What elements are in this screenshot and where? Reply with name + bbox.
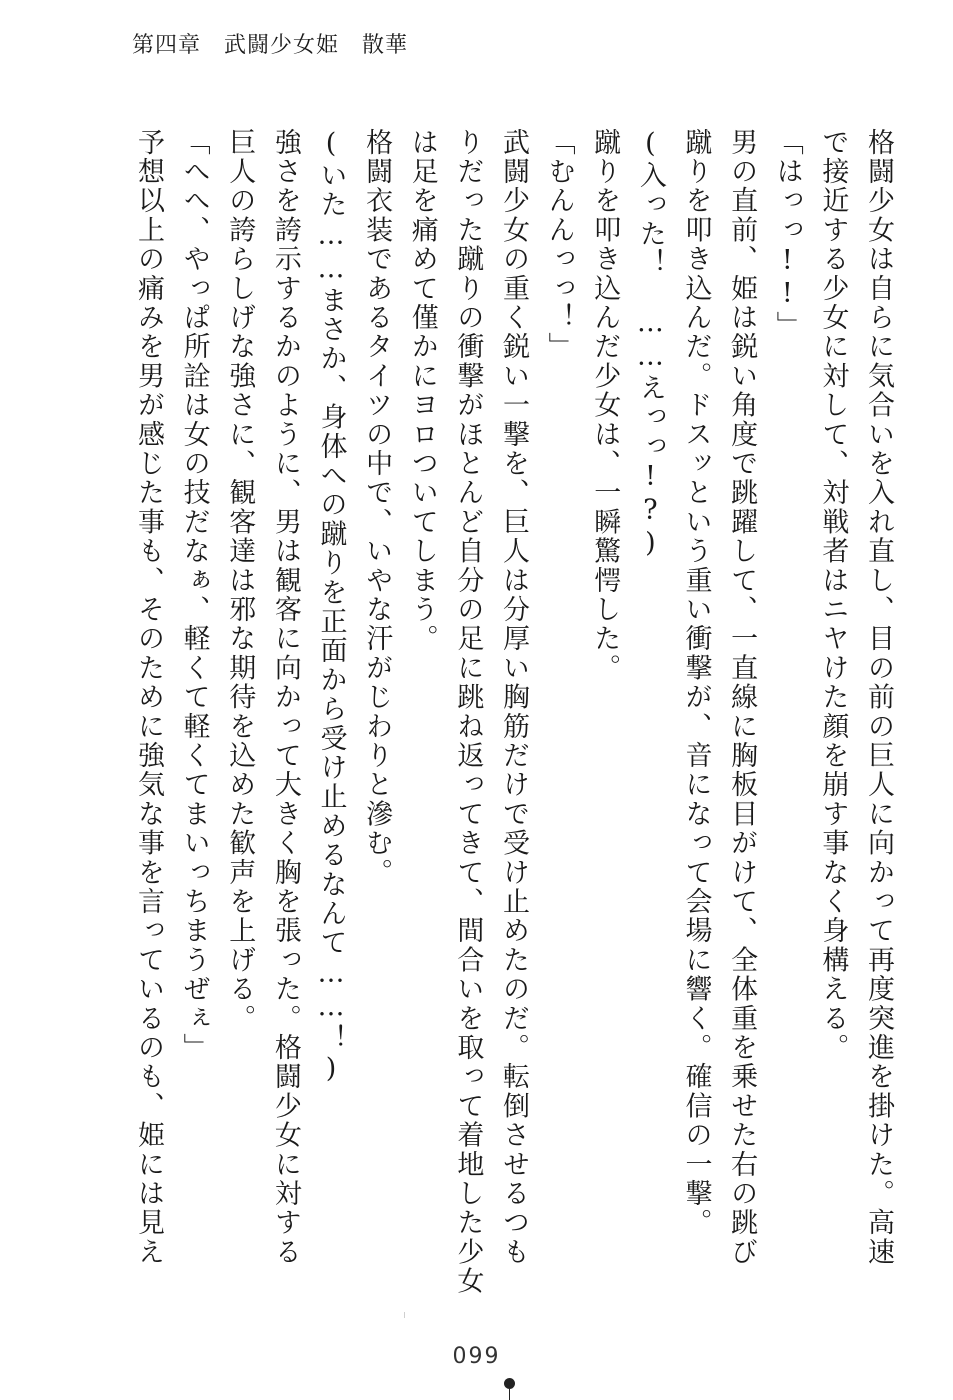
text-column: 「はっっ!!」 (771, 128, 803, 341)
text-column: 格闘少女は自らに気合いを入れ直し、目の前の巨人に向かって再度突進を掛けた。高速 (863, 128, 894, 1267)
text-column: (いた……まさか、身体への蹴りを正面から受け止めるなんて……！) (315, 128, 347, 1087)
text-column: 蹴りを叩き込んだ少女は、一瞬驚愕した。 (589, 128, 621, 683)
text-column: (入った！ ……えっっ!?) (634, 128, 666, 561)
text-column: 「へへ、やっぱ所詮は女の技だなぁ、軽くて軽くてまいっちまうぜぇ」 (178, 128, 210, 1063)
text-column: りだった蹴りの衝撃がほとんど自分の足に跳ね返ってきて、間合いを取って着地した少女 (452, 128, 484, 1296)
text-column: は足を痛めて僅かにヨロついてしまう。 (406, 128, 438, 654)
bottom-tick-mark (509, 1389, 510, 1400)
text-column: 「むんんっっ！」 (543, 128, 575, 362)
running-header: 第四章 武闘少女姫 散華 (132, 33, 409, 58)
text-column: 予想以上の痛みを男が感じた事も、そのために強気な事を言っているのも、姫には見え (133, 128, 164, 1267)
text-column: 強さを誇示するかのように、男は観客に向かって大きく胸を張った。格闘少女に対する (269, 128, 301, 1267)
text-column: で接近する少女に対して、対戦者はニヤけた顔を崩す事なく身構える。 (817, 128, 849, 1063)
text-column: 男の直前、姫は鋭い角度で跳躍して、一直線に胸板目がけて、全体重を乗せた右の跳び (726, 128, 758, 1267)
text-column: 格闘衣装であるタイツの中で、いやな汗がじわりと滲む。 (361, 128, 393, 888)
vertical-text-block (130, 128, 896, 1296)
page-number: 099 (452, 1344, 501, 1369)
text-column: 巨人の誇らしげな強さに、観客達は邪な期待を込めた歓声を上げる。 (224, 128, 256, 1034)
text-column: 武闘少女の重く鋭い一撃を、巨人は分厚い胸筋だけで受け止めたのだ。転倒させるつも (498, 128, 529, 1267)
text-column: 蹴りを叩き込んだ。ドスッという重い衝撃が、音になって会場に響く。確信の一撃。 (680, 128, 712, 1238)
gutter-mark (404, 1312, 405, 1318)
bottom-dot-mark (504, 1378, 515, 1389)
